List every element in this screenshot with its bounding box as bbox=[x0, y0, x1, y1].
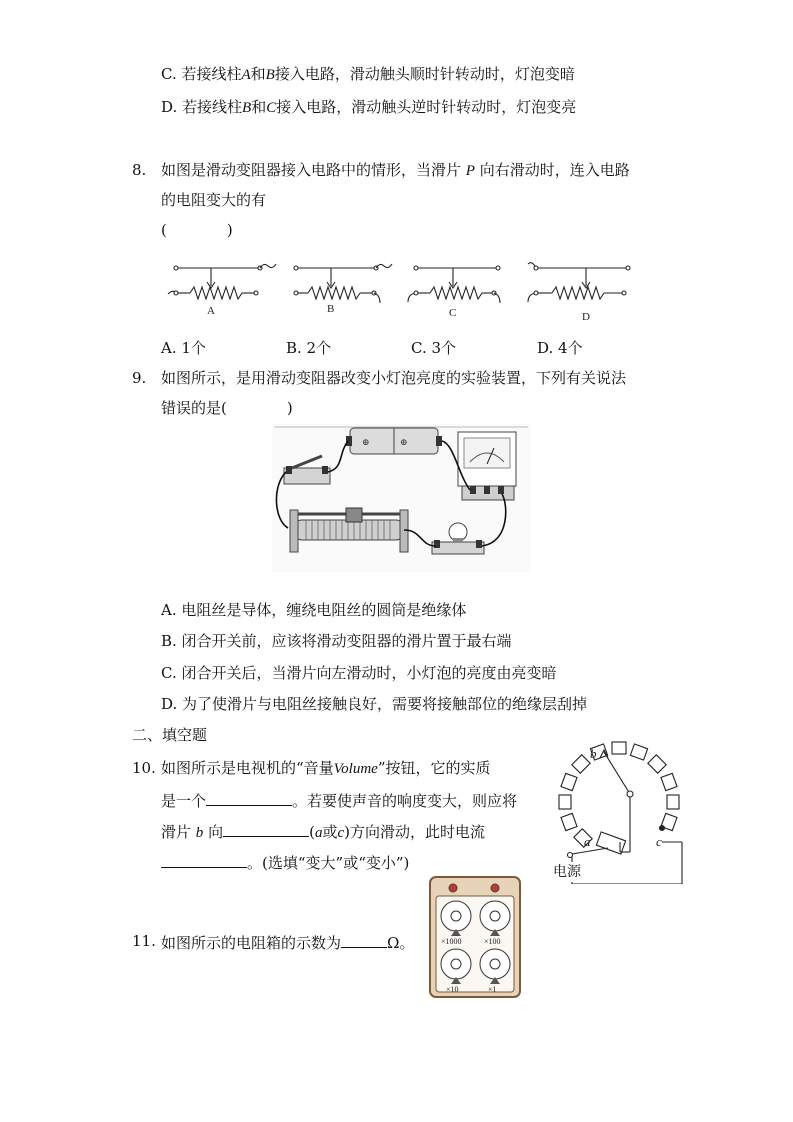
q9-option-d: D. 为了使滑片与电阻丝接触良好，需要将接触部位的绝缘层刮掉 bbox=[161, 695, 588, 713]
q10-fig-label-a: a bbox=[584, 834, 591, 849]
q10-line2: 是一个 。若要使声音的响度变大，则应将 bbox=[161, 789, 517, 811]
q8-fig-label-c: C bbox=[449, 307, 457, 319]
q10-line4: 。(选填“变大”或“变小”) bbox=[161, 851, 409, 873]
q8-fig-label-d: D bbox=[582, 311, 590, 323]
q8-option-d: D. 4个 bbox=[537, 339, 583, 357]
q10-line3: 滑片 b 向 (a或c)方向滑动，此时电流 bbox=[161, 820, 485, 843]
q9-stem-line2: 错误的是( ) bbox=[161, 399, 293, 417]
q8-option-a: A. 1个 bbox=[161, 339, 206, 357]
q11-resistance-box-figure bbox=[429, 876, 521, 998]
q11-blank[interactable] bbox=[341, 931, 387, 948]
q8-answer-paren: ( ) bbox=[161, 221, 233, 239]
q11-number: 11. bbox=[132, 932, 156, 950]
q10-blank-2[interactable] bbox=[223, 820, 309, 837]
q7-option-d: D. 若接线柱B和C接入电路，滑动触头逆时针转动时，灯泡变亮 bbox=[161, 98, 577, 116]
q10-blank-1[interactable] bbox=[206, 789, 292, 806]
q10-fig-label-b: b bbox=[590, 746, 597, 761]
q10-line1: 如图所示是电视机的“音量Volume”按钮，它的实质 bbox=[161, 759, 491, 777]
q9-experiment-apparatus-figure bbox=[272, 424, 530, 572]
q10-blank-3[interactable] bbox=[161, 851, 247, 868]
q8-rheostat-figures bbox=[160, 254, 640, 324]
q9-option-c: C. 闭合开关后，当滑片向左滑动时，小灯泡的亮度由亮变暗 bbox=[161, 664, 557, 682]
q11-multiplier-10: ×10 bbox=[446, 985, 459, 994]
section-heading-fill-in: 二、填空题 bbox=[132, 726, 208, 744]
q11-multiplier-1000: ×1000 bbox=[441, 937, 462, 946]
q9-stem-line1: 如图所示，是用滑动变阻器改变小灯泡亮度的实验装置，下列有关说法 bbox=[161, 369, 627, 387]
svg-text:⊕: ⊕ bbox=[400, 437, 408, 447]
q11-multiplier-1: ×1 bbox=[488, 985, 497, 994]
q8-fig-label-b: B bbox=[327, 303, 335, 315]
q9-option-a: A. 电阻丝是导体，缠绕电阻丝的圆筒是绝缘体 bbox=[161, 601, 467, 619]
q8-fig-label-a: A bbox=[207, 305, 215, 317]
svg-text:⊕: ⊕ bbox=[362, 437, 370, 447]
q7-option-c: C. 若接线柱A和B接入电路，滑动触头顺时针转动时，灯泡变暗 bbox=[161, 65, 575, 83]
q9-option-b: B. 闭合开关前，应该将滑动变阻器的滑片置于最右端 bbox=[161, 632, 512, 650]
q11-text: 如图所示的电阻箱的示数为 Ω。 bbox=[161, 931, 414, 953]
q8-number: 8. bbox=[132, 161, 147, 179]
q9-number: 9. bbox=[132, 369, 147, 387]
q10-fig-label-power: 电源 bbox=[553, 864, 581, 880]
q8-stem-line1: 如图是滑动变阻器接入电路中的情形，当滑片 P 向右滑动时，连入电路 bbox=[161, 161, 630, 179]
q10-number: 10. bbox=[132, 759, 156, 777]
q11-multiplier-100: ×100 bbox=[484, 937, 501, 946]
q8-option-b: B. 2个 bbox=[286, 339, 332, 357]
q8-option-c: C. 3个 bbox=[411, 339, 457, 357]
q8-stem-line2: 的电阻变大的有 bbox=[161, 191, 267, 209]
q10-fig-label-c: c bbox=[656, 834, 662, 849]
